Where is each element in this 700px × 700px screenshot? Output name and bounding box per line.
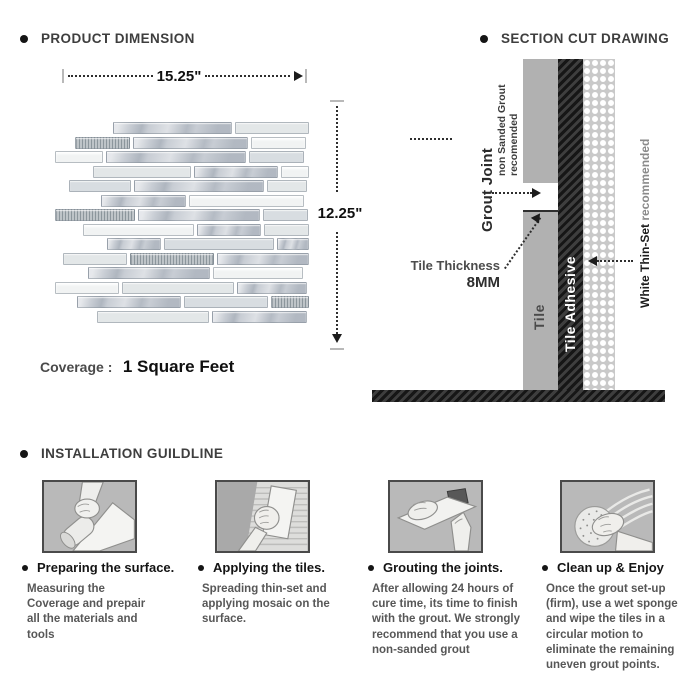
mosaic-strip [277, 238, 309, 250]
mosaic-strip [130, 253, 214, 265]
mosaic-strip [93, 166, 191, 178]
mosaic-strip [106, 151, 246, 163]
mosaic-strip [75, 137, 130, 149]
mosaic-strip [194, 166, 277, 178]
mosaic-strip [197, 224, 261, 236]
mosaic-strip [55, 282, 119, 294]
step3-title-text: Grouting the joints. [383, 560, 503, 575]
step2-image [215, 480, 310, 553]
mosaic-strip [69, 180, 131, 192]
mosaic-row [55, 151, 309, 163]
mosaic-strip [107, 238, 161, 250]
step4-title [542, 560, 664, 575]
thinset-layer [583, 59, 615, 392]
bullet-icon [368, 565, 374, 571]
bullet-icon [20, 450, 28, 458]
dimension-tick [305, 69, 307, 83]
tile-adhesive-label: Tile Adhesive [562, 256, 578, 352]
grout-note-line2: recomended [508, 113, 520, 176]
mosaic-strip [88, 267, 210, 279]
mosaic-strip [251, 137, 306, 149]
grout-float-icon [390, 482, 481, 551]
product-dimension-header [20, 31, 195, 46]
substrate-bar [372, 390, 665, 402]
dimension-tick [62, 69, 64, 83]
coverage-value: 1 Square Feet [122, 357, 235, 376]
mosaic-strip [217, 253, 309, 265]
mosaic-row [55, 122, 309, 134]
mosaic-row [55, 282, 309, 294]
thickness-text: Tile Thickness [410, 258, 500, 273]
sponge-clean-icon [562, 482, 653, 551]
mosaic-row [55, 166, 309, 178]
grout-arrow-line [492, 192, 532, 194]
width-dimension [62, 67, 307, 85]
mosaic-strip [212, 311, 307, 323]
mosaic-strip [249, 151, 304, 163]
mosaic-strip [235, 122, 309, 134]
arrow-right-icon [294, 71, 303, 81]
section-cut-header [480, 31, 669, 46]
step4-title-text: Clean up & Enjoy [557, 560, 664, 575]
step4-image [560, 480, 655, 553]
mosaic-row [55, 311, 309, 323]
thinset-arrow-line [597, 260, 633, 262]
step2-body: Spreading thin-set and applying mosaic on the surface. [202, 583, 330, 626]
tile-thickness-label [388, 258, 500, 293]
mosaic-row [55, 180, 309, 192]
mosaic-strip [189, 195, 304, 207]
mosaic-strip [83, 224, 194, 236]
mosaic-strip [63, 253, 127, 265]
step4-body: Once the grout set-up (firm), use a wet sponge and wipe the tiles in a circular motion to eliminate the remaining uneven grout points. [546, 583, 678, 671]
mosaic-strip [113, 122, 232, 134]
mosaic-row [55, 296, 309, 308]
mosaic-row [55, 209, 309, 221]
coverage-line [40, 357, 234, 377]
grout-note-line1: non Sanded Grout [496, 84, 508, 176]
mosaic-strip [77, 296, 181, 308]
mosaic-row [55, 224, 309, 236]
bullet-icon [480, 35, 488, 43]
mosaic-strip [55, 151, 103, 163]
mosaic-strip [281, 166, 309, 178]
grout-arrow-icon [532, 188, 541, 198]
mosaic-strip [184, 296, 268, 308]
mosaic-strip [264, 224, 309, 236]
step1-body: Measuring the Coverage and prepair all the materials and tools [27, 583, 146, 641]
step2-title [198, 560, 325, 575]
mosaic-strip [101, 195, 186, 207]
arrow-down-icon [332, 334, 342, 343]
dotted-line [410, 138, 452, 140]
width-value: 15.25" [156, 67, 202, 85]
mosaic-strip [134, 180, 264, 192]
coverage-label: Coverage : [40, 359, 113, 375]
step1-title [22, 560, 174, 575]
thinset-label-strong: White Thin-Set [638, 220, 652, 308]
mosaic-row [55, 253, 309, 265]
mosaic-strip [138, 209, 260, 221]
thickness-value: 8MM [466, 274, 500, 292]
step3-title [368, 560, 503, 575]
mosaic-strip [55, 209, 135, 221]
bullet-icon [542, 565, 548, 571]
mosaic-strip [263, 209, 308, 221]
mosaic-strip [122, 282, 234, 294]
trowel-spread-icon [217, 482, 308, 551]
grout-joint-label: Grout Joint [479, 147, 496, 232]
mosaic-strip [133, 137, 248, 149]
installation-header [20, 446, 223, 461]
dotted-line [336, 232, 338, 334]
section-cut-title: SECTION CUT DRAWING [501, 31, 670, 46]
mosaic-strip [97, 311, 209, 323]
mosaic-tile-image [55, 122, 309, 328]
step3-body: After allowing 24 hours of cure time, its time to finish with the grout. We strongly recommend that you use a non-sanded grout [372, 583, 521, 656]
bullet-icon [198, 565, 204, 571]
unroll-underlayment-icon [44, 482, 135, 551]
thinset-label [638, 108, 653, 308]
tile-layer-label: Tile [531, 304, 547, 330]
step2-title-text: Applying the tiles. [213, 560, 325, 575]
step1-title-text: Preparing the surface. [37, 560, 175, 575]
mosaic-strip [213, 267, 303, 279]
mosaic-strip [267, 180, 307, 192]
dimension-tick [330, 100, 344, 102]
dotted-line [336, 106, 338, 192]
bullet-icon [22, 565, 28, 571]
dimension-tick [330, 348, 344, 350]
tile-upper-block [523, 59, 558, 183]
height-value: 12.25" [317, 205, 363, 222]
installation-title: INSTALLATION GUILDLINE [41, 446, 224, 461]
dotted-line [205, 75, 290, 77]
mosaic-row [55, 267, 309, 279]
dotted-line [68, 75, 153, 77]
mosaic-row [55, 195, 309, 207]
mosaic-strip [164, 238, 274, 250]
bullet-icon [20, 35, 28, 43]
mosaic-row [55, 238, 309, 250]
step1-image [42, 480, 137, 553]
thinset-label-muted: recommended [638, 138, 652, 221]
mosaic-strip [237, 282, 307, 294]
mosaic-row [55, 137, 309, 149]
step3-image [388, 480, 483, 553]
thinset-arrow-icon [588, 256, 597, 266]
product-dimension-title: PRODUCT DIMENSION [41, 31, 195, 46]
mosaic-strip [271, 296, 309, 308]
